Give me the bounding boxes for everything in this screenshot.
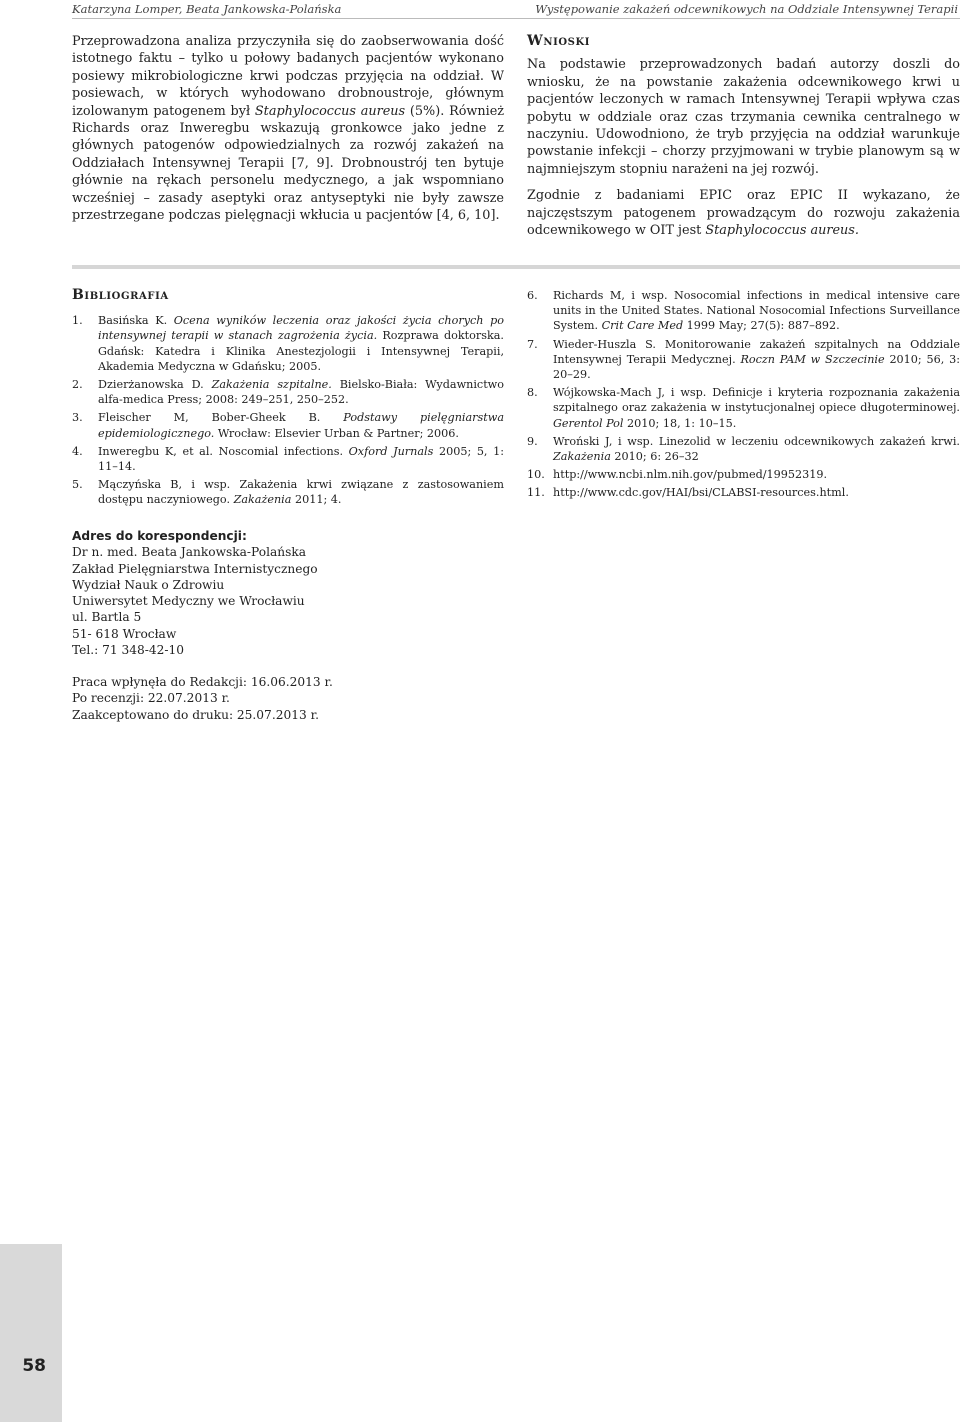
reference-item: [72, 313, 504, 374]
ref-part: Wrocław: Elsevier Urban & Partner; 2006.: [214, 426, 459, 440]
reference-number: 4.: [72, 444, 83, 458]
ref-title: Crit Care Med: [601, 319, 684, 333]
conclusions-heading: Wnioski: [527, 33, 591, 49]
running-header: [0, 0, 960, 20]
reference-item: [527, 467, 960, 482]
correspondence-line: Tel.: 71 348-42-10: [72, 643, 185, 658]
section-divider: [72, 265, 960, 269]
body-paragraph: [72, 33, 504, 224]
ref-part: Dzierżanowska D.: [98, 378, 212, 392]
ref-part: 2010; 18, 1: 10–15.: [623, 416, 737, 430]
correspondence-line: ul. Bartla 5: [72, 610, 142, 625]
ref-part: Fleischer M, Bober-Gheek B.: [98, 411, 344, 425]
ref-part: Rozprawa doktorska. Gdańsk: Katedra i Klinika Anestezjologii i Intensywnej Terapii, Akademia Medyczna w Gdańsku; 2005.: [98, 329, 504, 373]
reference-link[interactable]: http://www.cdc.gov/HAI/bsi/CLABSI-resources.html.: [553, 486, 849, 500]
header-running-title: Występowanie zakażeń odcewnikowych na Oddziale Intensywnej Terapii: [535, 2, 958, 16]
bibliography-left: [72, 288, 504, 511]
reference-text: [553, 385, 960, 431]
reference-number: 6.: [527, 289, 538, 302]
reference-number: 5.: [72, 478, 83, 492]
ref-part: Basińska K.: [98, 314, 174, 328]
reference-number: 2.: [72, 378, 83, 392]
ref-part: Wójkowska-Mach J, i wsp. Definicje i kryteria rozpoznania zakażenia szpitalnego oraz zakażenia w instytucjonalnej opiece długoterminowej.: [553, 386, 960, 415]
reference-item: [527, 485, 960, 500]
reference-item: [527, 337, 960, 383]
reference-text: [98, 477, 504, 507]
reference-text: [98, 410, 504, 440]
text-run: (5%). Również Richards oraz Inweregbu wskazują gronkowce jako jedne z głównych patogenów odpowiedzialnych za rozwój zakażeń na Oddziałach Intensywnej Terapii [7, 9]. Drobnoustrój ten bytuje głównie na rękach personelu medycznego, a jak wspomniano wcześniej – zasady aseptyki oraz antyseptyki nie były zawsze przestrzegane podczas pielęgnacji wkłucia u pacjentów [4, 6, 10].: [72, 103, 505, 224]
reference-number: 9.: [527, 434, 538, 448]
reference-number: 8.: [527, 386, 538, 400]
correspondence-block: [72, 528, 492, 658]
reviewed-date: Po recenzji: 22.07.2013 r.: [72, 691, 230, 706]
reference-number: 7.: [527, 337, 538, 351]
received-date: Praca wpłynęła do Redakcji: 16.06.2013 r.: [72, 675, 333, 689]
correspondence-line: Dr n. med. Beata Jankowska-Polańska: [72, 545, 307, 560]
ref-part: Mączyńska B, i wsp. Zakażenia krwi związane z zastosowaniem dostępu naczyniowego.: [98, 478, 504, 507]
species-name: Staphylococcus aureus: [254, 103, 406, 119]
ref-title: Zakażenia: [553, 450, 611, 464]
correspondence-line: Wydział Nauk o Zdrowiu: [72, 577, 225, 592]
ref-title: Zakażenia szpitalne.: [211, 378, 332, 392]
reference-number: 3.: [72, 411, 83, 425]
ref-part: 2010; 6: 26–32: [610, 450, 699, 464]
body-paragraph: [527, 187, 960, 239]
text-run: Przeprowadzona analiza przyczyniła się do zaobserwowania dość istotnego faktu – tylko u połowy badanych pacjentów wykonano posiewy mikrobiologiczne krwi podczas przyjęcia na oddział. W posiewach, w których wyhodowano drobnoustroje, głównym izolowanym patogenem był: [72, 34, 504, 119]
page-tab: [0, 1244, 62, 1422]
ref-part: 2011; 4.: [291, 493, 342, 507]
reference-item: [72, 444, 504, 474]
accepted-date: Zaakceptowano do druku: 25.07.2013 r.: [72, 707, 319, 722]
body-paragraph: Na podstawie przeprowadzonych badań autorzy doszli do wniosku, że na powstanie zakażenia odcewnikowego krwi u pacjentów leczonych w ramach Intensywnej Terapii wpływa czas pobytu w oddziale oraz czas trzymania cewnika centralnego w naczyniu. Udowodniono, że tryb przyjęcia na oddział warunkuje powstanie infekcji – chorzy przyjmowani w trybie planowym są w najmniejszym stopniu narażeni na jej rozwój.: [527, 57, 960, 177]
reference-number: 1.: [72, 314, 83, 328]
ref-part: Richards M, i wsp. Nosocomial infections in medical intensive care units in the United States. National Nosocomial Infections Surveillance System.: [553, 289, 960, 333]
ref-part: Bielsko-Biała: Wydawnictwo alfa-medica Press; 2008: 249–251, 250–252.: [98, 378, 504, 407]
reference-item: [72, 377, 504, 407]
ref-part: 1999 May; 27(5): 887–892.: [683, 319, 840, 333]
header-authors: Katarzyna Lomper, Beata Jankowska-Polańska: [72, 2, 342, 16]
reference-number: 11.: [527, 486, 545, 500]
reference-item: [72, 410, 504, 440]
reference-text: [553, 337, 960, 383]
correspondence-line: 51- 618 Wrocław: [72, 626, 177, 641]
reference-link[interactable]: http://www.ncbi.nlm.nih.gov/pubmed/19952319.: [553, 468, 828, 482]
ref-title: Podstawy pielęgniarstwa epidemiologicznego.: [98, 411, 504, 440]
reference-number: 10.: [527, 468, 545, 482]
text-run: Zgodnie z badaniami EPIC oraz EPIC II wykazano, że najczęstszym patogenem prowadzącym do rozwoju zakażenia odcewnikowego w OIT jest: [527, 188, 960, 239]
ref-title: Oxford Jurnals: [348, 444, 434, 458]
reference-text: [98, 313, 504, 374]
correspondence-line: Uniwersytet Medyczny we Wrocławiu: [72, 594, 305, 609]
publication-dates: [72, 674, 492, 723]
ref-part: Wroński J, i wsp. Linezolid w leczeniu odcewnikowych zakażeń krwi.: [553, 434, 960, 448]
ref-title: Gerentol Pol: [553, 416, 624, 430]
reference-item: [72, 477, 504, 507]
reference-item: [527, 434, 960, 464]
ref-title: Zakażenia: [233, 493, 292, 507]
reference-item: [527, 288, 960, 334]
right-column: [527, 33, 960, 239]
left-column: [72, 33, 504, 224]
correspondence-line: Zakład Pielęgniarstwa Internistycznego: [72, 561, 318, 576]
ref-title: Roczn PAM w Szczecinie: [740, 352, 885, 366]
reference-text: [98, 444, 504, 474]
reference-text: [98, 377, 504, 407]
header-rule: [72, 18, 960, 19]
reference-text: [553, 288, 960, 334]
correspondence-heading: Adres do korespondencji:: [72, 529, 247, 543]
bibliography-heading: Bibliografia: [72, 287, 169, 303]
ref-part: 2010; 56, 3: 20–29.: [553, 352, 960, 382]
ref-part: Inweregbu K, et al. Noscomial infections.: [98, 444, 349, 458]
species-name: Staphylococcus aureus.: [705, 223, 859, 239]
page-number: 58: [22, 1356, 46, 1376]
bibliography-right: [527, 288, 960, 504]
reference-text: [553, 434, 960, 464]
ref-part: 2005; 5, 1: 11–14.: [98, 444, 504, 474]
ref-title: Ocena wyników leczenia oraz jakości życia chorych po intensywnej terapii w stanach zagrożenia życia.: [98, 314, 504, 343]
reference-item: [527, 385, 960, 431]
ref-part: Wieder-Huszla S. Monitorowanie zakażeń szpitalnych na Oddziale Intensywnej Terapii Medycznej.: [553, 337, 960, 366]
